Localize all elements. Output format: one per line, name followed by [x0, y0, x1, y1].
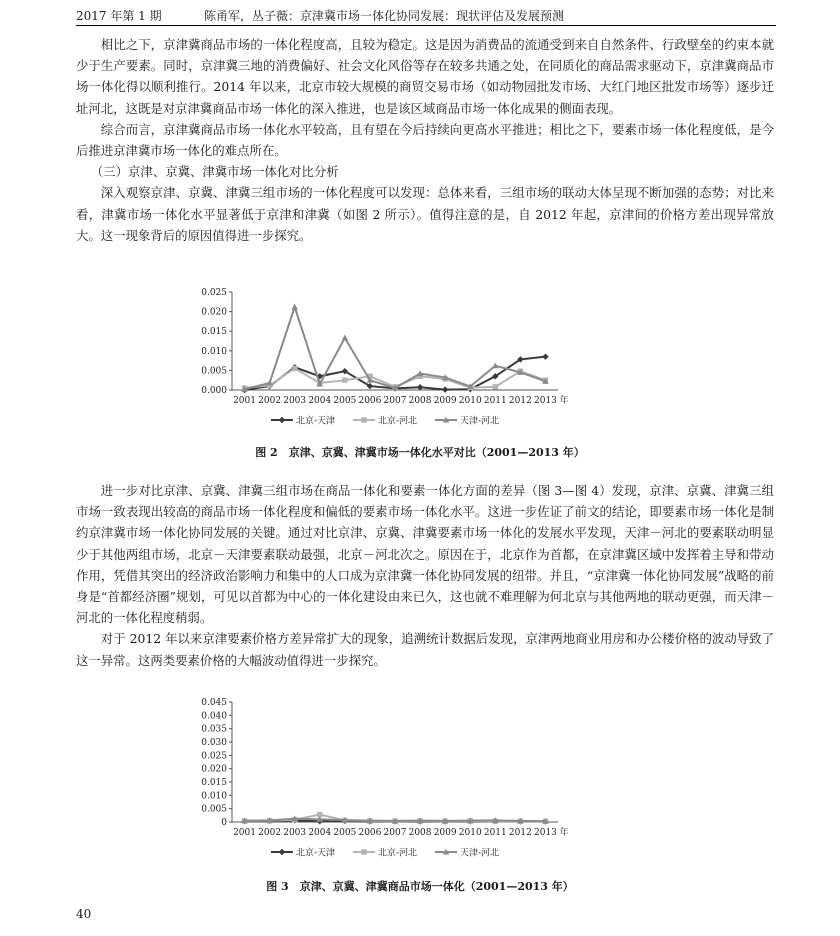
- legend-marker: [279, 417, 285, 423]
- data-point: [442, 386, 448, 392]
- y-tick-label: 0.000: [201, 386, 227, 396]
- y-tick-label: 0.020: [201, 307, 227, 318]
- x-tick-label: 2002: [258, 396, 282, 406]
- page-number: 40: [76, 907, 92, 921]
- y-tick-label: 0.040: [201, 711, 227, 722]
- y-tick-label: 0.020: [201, 764, 227, 775]
- legend-label: 天津-河北: [460, 848, 500, 859]
- x-tick-label: 2011: [483, 396, 507, 406]
- y-tick-label: 0: [221, 818, 227, 828]
- y-tick-label: 0.035: [201, 724, 227, 735]
- figure-2-svg: [190, 284, 610, 432]
- y-tick-label: 0.015: [201, 778, 227, 788]
- y-tick-label: 0.010: [201, 791, 227, 802]
- data-point: [417, 384, 423, 390]
- x-tick-label: 2007: [383, 396, 407, 406]
- legend-label: 北京-天津: [296, 848, 336, 859]
- x-tick-label: 2006: [358, 396, 382, 406]
- x-tick-label: 2001: [233, 396, 256, 406]
- section-heading-3: （三）京津、京冀、津冀市场一体化对比分析: [90, 164, 339, 180]
- x-tick-label: 2007: [383, 828, 407, 838]
- series-line: [245, 307, 546, 389]
- x-tick-label: 2011: [483, 828, 507, 838]
- legend-marker: [361, 849, 366, 854]
- y-tick-label: 0.025: [201, 751, 227, 762]
- y-tick-label: 0.010: [201, 346, 227, 357]
- journal-issue: 2017 年第 1 期: [76, 9, 162, 23]
- x-tick-label: 2008: [408, 396, 432, 406]
- figure-3-caption: 图 3 京津、京冀、津冀商品市场一体化（2001—2013 年）: [266, 880, 574, 893]
- x-tick-label: 2013: [534, 396, 557, 406]
- x-tick-label: 2004: [308, 828, 332, 838]
- body-text-middle: [76, 480, 774, 671]
- paragraph-commodity-vs-factor: 进一步对比京津、京冀、津冀三组市场在商品一体化和要素一体化方面的差异（图 3—图 4）发现，京津、京冀、津冀三组市场一致表现出较高的商品市场一体化程度和偏低的要素市场一体化水平。这进一步佐证了前文的结论，即要素市场一体化是制约京津冀市场一体化协同发展的关键。通过对比京津、京冀、津冀要素市场一体化的发展水平发现，天津－河北的要素联动明显少于其他两组市场，北京－天津要素联动最强，北京－河北次之。原因在于，北京作为首都，在京津冀区域中发挥着主导和带动作用，凭借其突出的经济政治影响力和集中的人口成为京津冀一体化协同发展的纽带。并且，“京津冀一体化协同发展”战略的前身是“首都经济圈”规划，可见以首都为中心的一体化建设由来已久，这也就不难理解为何北京与其他两地的联动更强，而天津－河北的一体化程度稍弱。: [76, 483, 774, 626]
- y-tick-label: 0.005: [201, 804, 227, 815]
- paragraph-commodity-market: 相比之下，京津冀商品市场的一体化程度高，且较为稳定。这是因为消费品的流通受到来自自然条件、行政壁垒的约束本就少于生产要素。同时，京津冀三地的消费偏好、社会文化风俗等存在较多共通之处，在同质化的商品需求驱动下，京津冀商品市场一体化得以顺利推行。2014 年以来，北京市较大规模的商贸交易市场（如动物园批发市场、大红门地区批发市场等）逐步迁址河北，这既是对京津冀商品市场一体化的深入推进，也是该区域商品市场一体化成果的侧面表现。: [76, 37, 774, 116]
- data-point: [291, 304, 297, 310]
- x-tick-label: 2005: [333, 396, 357, 406]
- x-tick-label: 2009: [433, 396, 457, 406]
- legend-marker: [279, 849, 285, 855]
- paragraph-three-markets: 深入观察京津、京冀、津冀三组市场的一体化程度可以发现：总体来看，三组市场的联动大体呈现不断加强的态势；对比来看，津冀市场一体化水平显著低于京津和津冀（如图 2 所示）。值得注意的是，自 2012 年起，京津间的价格方差出现异常放大。这一现象背后的原因值得进一步探究。: [76, 185, 774, 243]
- article-running-title: 陈甬军，丛子薇：京津冀市场一体化协同发展：现状评估及发展预测: [204, 9, 565, 23]
- legend-label: 北京-天津: [296, 416, 336, 427]
- legend-label: 北京-河北: [378, 848, 418, 859]
- y-tick-label: 0.025: [201, 288, 227, 298]
- data-point: [493, 384, 498, 389]
- figure-3-svg: [190, 696, 610, 868]
- x-tick-label: 2003: [283, 828, 307, 838]
- data-point: [542, 353, 548, 359]
- figure-2-chart: [190, 284, 610, 432]
- x-tick-label: 2002: [258, 828, 282, 838]
- running-head: [76, 7, 776, 26]
- data-point: [292, 366, 297, 371]
- x-tick-label: 2004: [308, 396, 332, 406]
- legend-label: 天津-河北: [460, 416, 500, 427]
- x-axis-unit: 年: [559, 828, 569, 838]
- x-tick-label: 2005: [333, 828, 357, 838]
- x-tick-label: 2012: [508, 396, 532, 406]
- paragraph-price-variance: 对于 2012 年以来京津要素价格方差异常扩大的现象，追溯统计数据后发现，京津两地商业用房和办公楼价格的波动导致了这一异常。这两类要素价格的大幅波动值得进一步探究。: [76, 631, 774, 668]
- legend-marker: [361, 417, 366, 422]
- x-tick-label: 2010: [458, 828, 482, 838]
- x-tick-label: 2003: [283, 396, 307, 406]
- figure-2-caption: 图 2 京津、京冀、津冀市场一体化水平对比（2001—2013 年）: [255, 446, 585, 459]
- data-point: [342, 335, 348, 341]
- figure-3-chart: [190, 696, 610, 868]
- x-tick-label: 2012: [508, 828, 532, 838]
- x-tick-label: 2013: [534, 828, 557, 838]
- x-axis-unit: 年: [559, 396, 569, 406]
- x-tick-label: 2009: [433, 828, 457, 838]
- data-point: [342, 377, 347, 382]
- x-tick-label: 2006: [358, 828, 382, 838]
- x-tick-label: 2001: [233, 828, 256, 838]
- y-tick-label: 0.005: [201, 366, 227, 377]
- x-tick-label: 2010: [458, 396, 482, 406]
- paragraph-summary: 综合而言，京津冀商品市场一体化水平较高，且有望在今后持续向更高水平推进；相比之下，要素市场一体化程度低，是今后推进京津冀市场一体化的难点所在。: [76, 121, 774, 159]
- y-tick-label: 0.045: [201, 698, 227, 708]
- y-tick-label: 0.015: [201, 327, 227, 338]
- y-tick-label: 0.030: [201, 738, 227, 748]
- x-tick-label: 2008: [408, 828, 432, 838]
- body-text-top: [76, 34, 774, 246]
- legend-label: 北京-河北: [378, 416, 418, 427]
